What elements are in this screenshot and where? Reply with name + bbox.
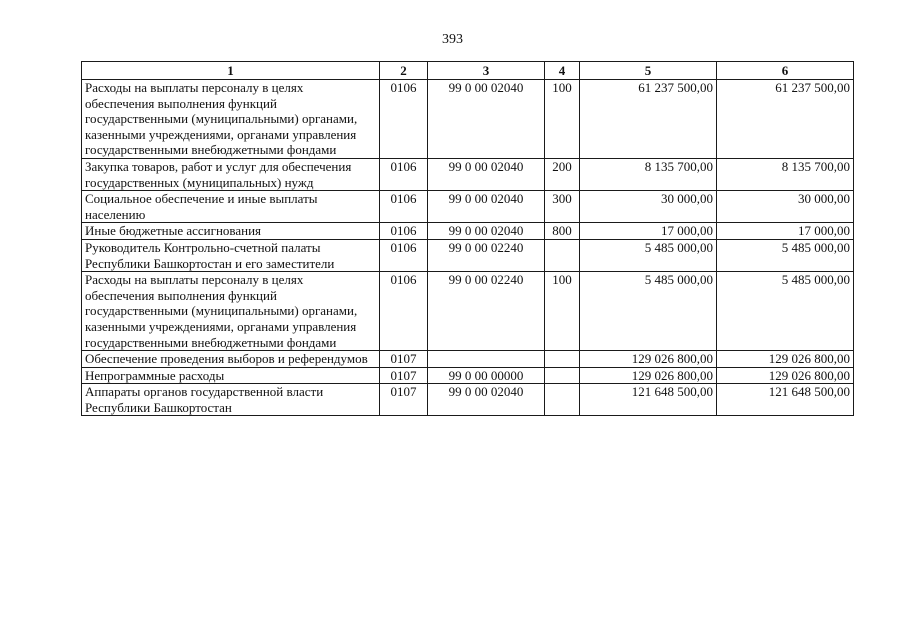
table-row	[82, 158, 854, 190]
row-type	[545, 351, 580, 368]
row-type	[545, 384, 580, 416]
row-sum-2: 5 485 000,00	[717, 272, 854, 351]
row-section: 0106	[380, 239, 428, 271]
table-row	[82, 223, 854, 240]
table-header-row	[82, 62, 854, 80]
row-sum-2: 30 000,00	[717, 191, 854, 223]
row-sum-2: 121 648 500,00	[717, 384, 854, 416]
row-article: 99 0 00 02240	[428, 272, 545, 351]
row-sum-1: 5 485 000,00	[580, 239, 717, 271]
column-header-3: 3	[428, 62, 545, 80]
row-sum-2: 129 026 800,00	[717, 367, 854, 384]
table-row	[82, 272, 854, 351]
row-type: 100	[545, 80, 580, 159]
row-section: 0106	[380, 158, 428, 190]
row-name: Иные бюджетные ассигнования	[82, 223, 380, 240]
row-sum-1: 121 648 500,00	[580, 384, 717, 416]
row-name: Социальное обеспечение и иные выплаты населению	[82, 191, 380, 223]
column-header-5: 5	[580, 62, 717, 80]
row-article: 99 0 00 02040	[428, 384, 545, 416]
row-name: Обеспечение проведения выборов и референдумов	[82, 351, 380, 368]
column-header-4: 4	[545, 62, 580, 80]
row-sum-2: 8 135 700,00	[717, 158, 854, 190]
row-section: 0107	[380, 367, 428, 384]
row-name: Руководитель Контрольно-счетной палаты Республики Башкортостан и его заместители	[82, 239, 380, 271]
row-article: 99 0 00 02040	[428, 158, 545, 190]
page-number: 393	[442, 32, 463, 47]
table-row	[82, 384, 854, 416]
row-section: 0107	[380, 351, 428, 368]
row-sum-1: 17 000,00	[580, 223, 717, 240]
table-row	[82, 351, 854, 368]
row-sum-2: 129 026 800,00	[717, 351, 854, 368]
row-article: 99 0 00 02240	[428, 239, 545, 271]
row-sum-1: 129 026 800,00	[580, 367, 717, 384]
column-header-1: 1	[82, 62, 380, 80]
row-name: Непрограммные расходы	[82, 367, 380, 384]
table-row	[82, 239, 854, 271]
row-section: 0106	[380, 191, 428, 223]
row-sum-2: 17 000,00	[717, 223, 854, 240]
column-header-2: 2	[380, 62, 428, 80]
row-type: 200	[545, 158, 580, 190]
row-article: 99 0 00 02040	[428, 191, 545, 223]
row-section: 0106	[380, 272, 428, 351]
row-name: Аппараты органов государственной власти Республики Башкортостан	[82, 384, 380, 416]
row-name: Расходы на выплаты персоналу в целях обеспечения выполнения функций государственными (муниципальными) органами, казенными учреждениями, органами управления государственными внебюджетными фондами	[82, 80, 380, 159]
row-type: 800	[545, 223, 580, 240]
row-article: 99 0 00 02040	[428, 223, 545, 240]
row-name: Закупка товаров, работ и услуг для обеспечения государственных (муниципальных) нужд	[82, 158, 380, 190]
row-article: 99 0 00 02040	[428, 80, 545, 159]
row-sum-1: 30 000,00	[580, 191, 717, 223]
row-name: Расходы на выплаты персоналу в целях обеспечения выполнения функций государственными (муниципальными) органами, казенными учреждениями, органами управления государственными внебюджетными фондами	[82, 272, 380, 351]
row-article	[428, 351, 545, 368]
table-row	[82, 367, 854, 384]
row-sum-1: 8 135 700,00	[580, 158, 717, 190]
row-sum-2: 61 237 500,00	[717, 80, 854, 159]
row-sum-2: 5 485 000,00	[717, 239, 854, 271]
row-sum-1: 129 026 800,00	[580, 351, 717, 368]
row-section: 0106	[380, 223, 428, 240]
row-section: 0107	[380, 384, 428, 416]
row-type	[545, 239, 580, 271]
table-row	[82, 191, 854, 223]
table-row	[82, 80, 854, 159]
row-type: 300	[545, 191, 580, 223]
row-section: 0106	[380, 80, 428, 159]
row-sum-1: 5 485 000,00	[580, 272, 717, 351]
row-type: 100	[545, 272, 580, 351]
column-header-6: 6	[717, 62, 854, 80]
row-article: 99 0 00 00000	[428, 367, 545, 384]
row-sum-1: 61 237 500,00	[580, 80, 717, 159]
budget-table	[81, 61, 854, 416]
row-type	[545, 367, 580, 384]
